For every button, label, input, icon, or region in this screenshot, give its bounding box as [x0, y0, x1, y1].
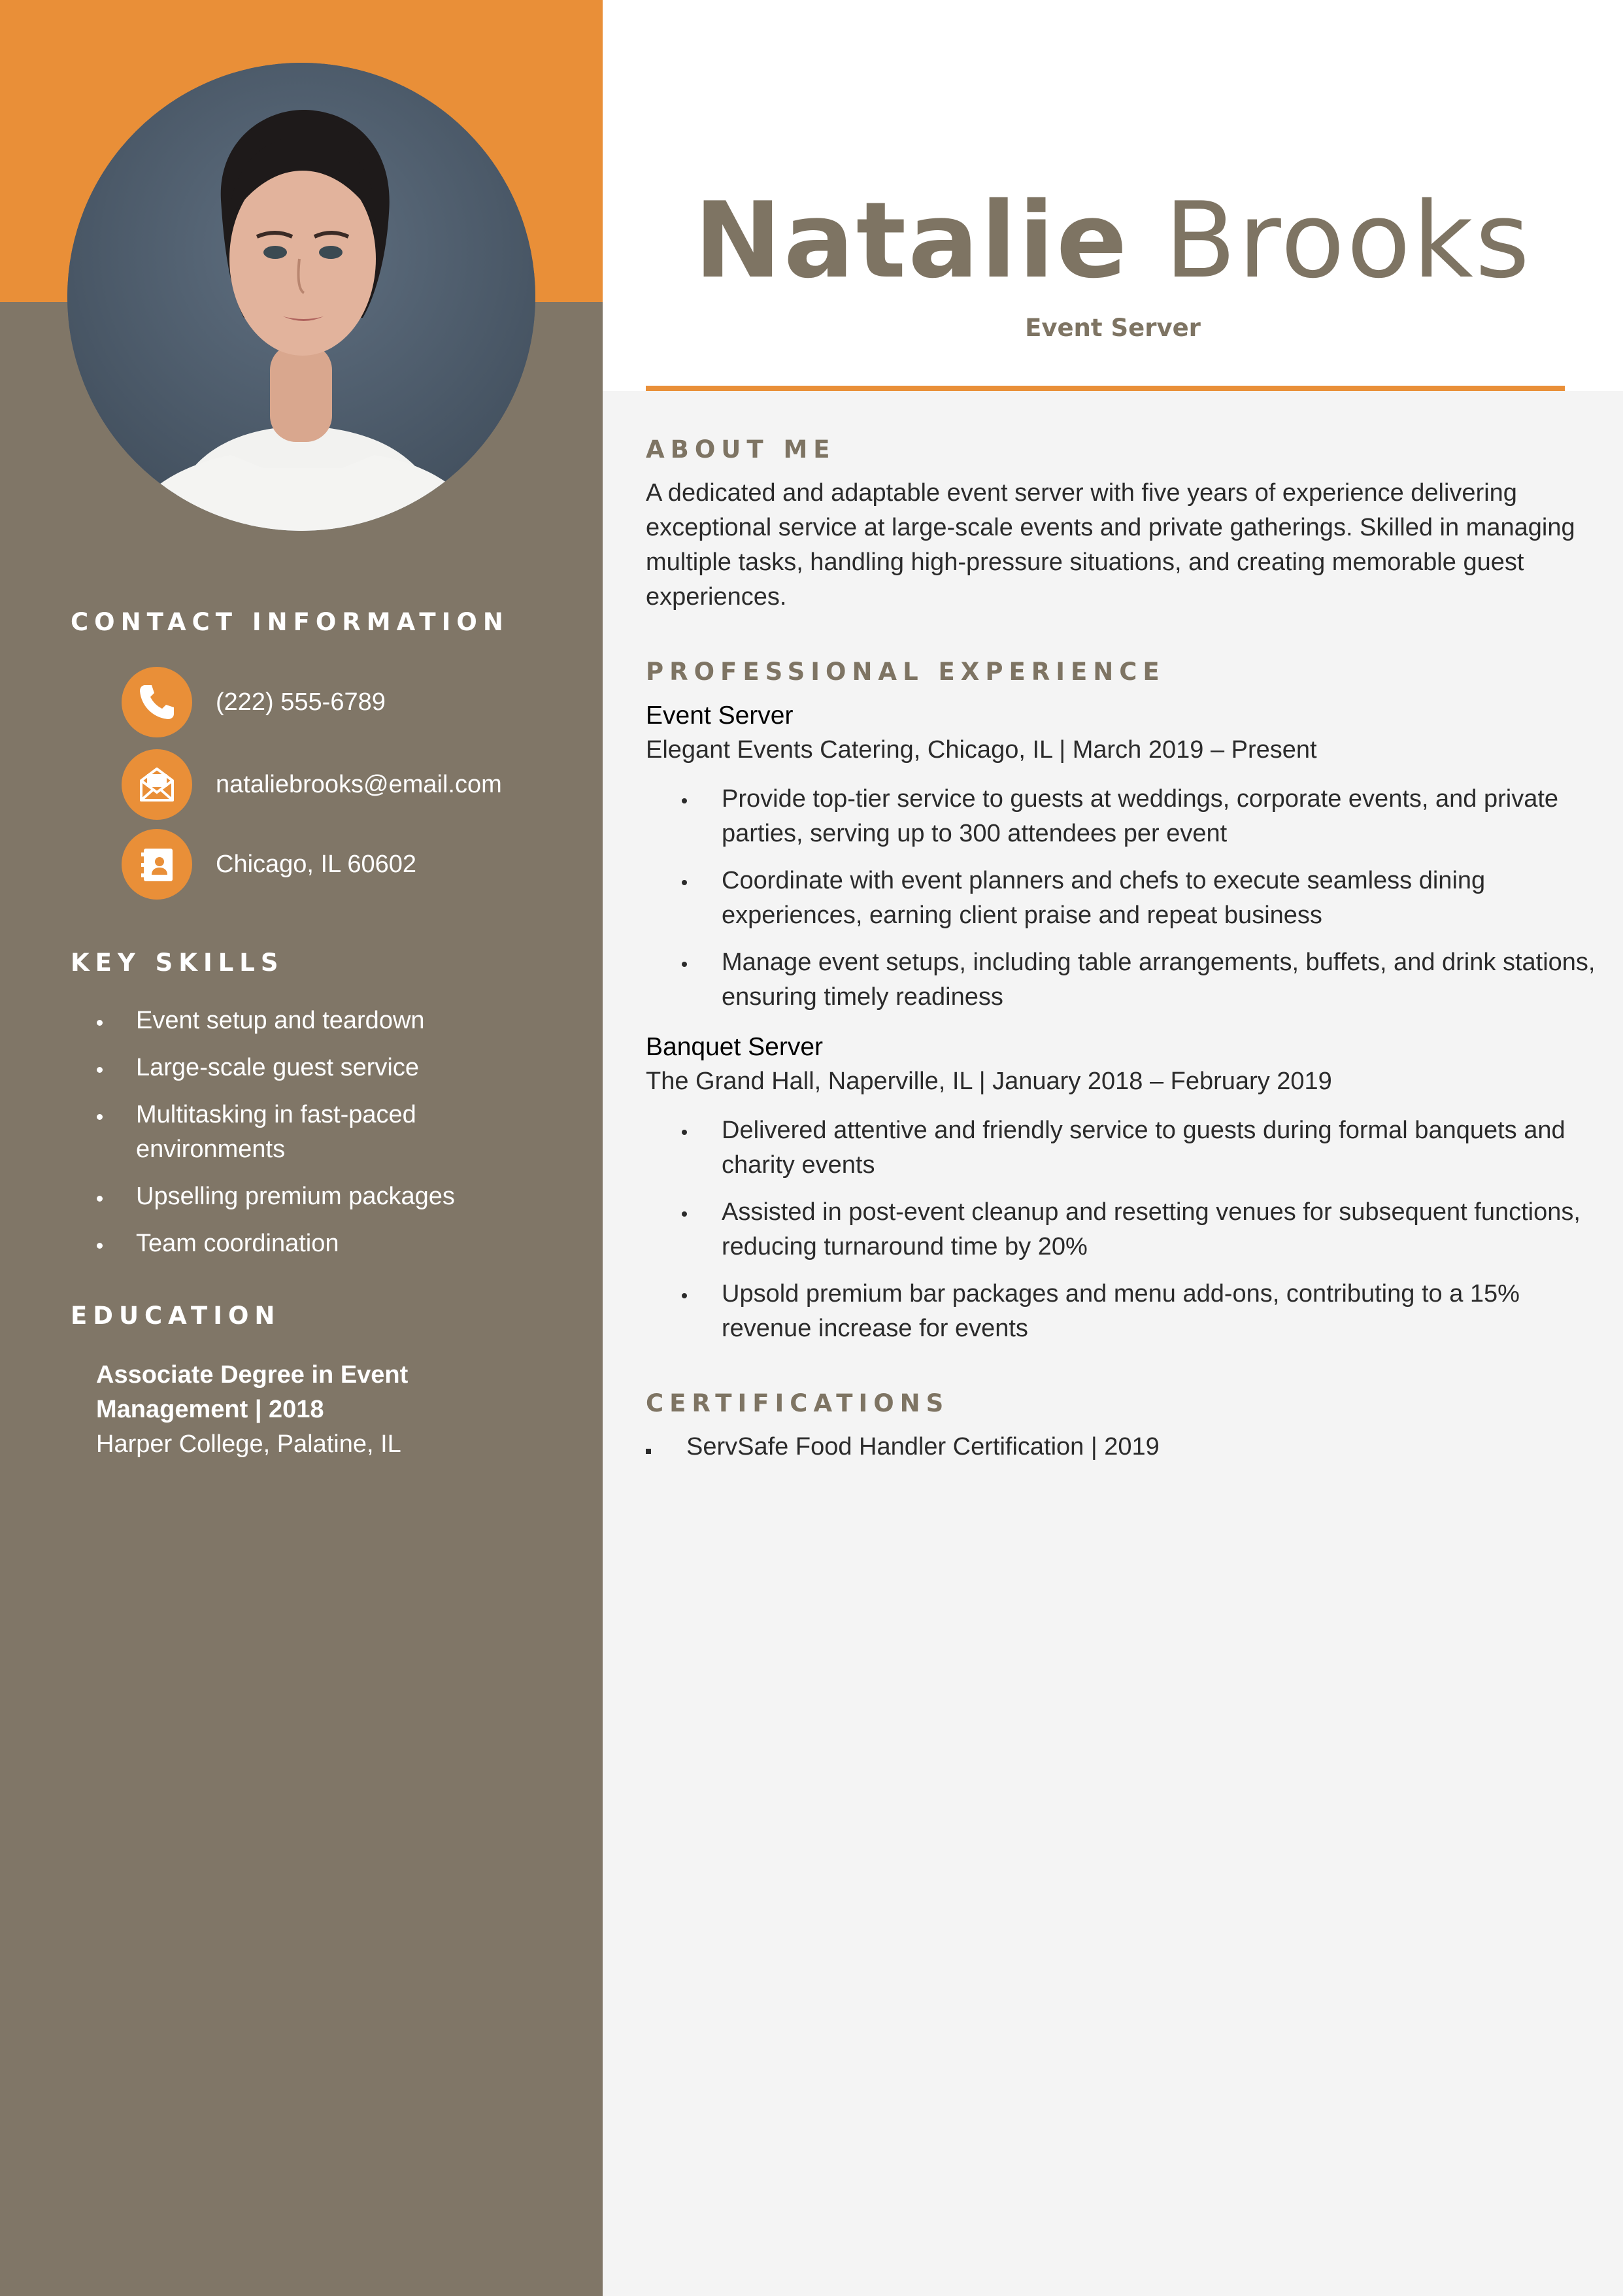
skill-item: Multitasking in fast-paced environments: [71, 1098, 554, 1167]
experience-heading: PROFESSIONAL EXPERIENCE: [646, 658, 1165, 686]
certifications-heading: CERTIFICATIONS: [646, 1389, 950, 1417]
skill-item: Team coordination: [71, 1226, 554, 1261]
job-organization: The Grand Hall, Naperville, IL | January 2018 – February 2019: [646, 1068, 1332, 1095]
job-bullet: Assisted in post-event cleanup and resetting venues for subsequent functions, reducing turnaround time by 20%: [646, 1195, 1600, 1264]
education-entry: [96, 1358, 554, 1462]
skill-item: Event setup and teardown: [71, 1004, 554, 1038]
certification-item: ServSafe Food Handler Certification | 2019: [646, 1430, 1600, 1464]
email-icon: [122, 749, 192, 820]
about-heading: ABOUT ME: [646, 435, 836, 464]
contact-email[interactable]: [122, 749, 502, 820]
last-name: Brooks: [1164, 179, 1532, 301]
skill-item: Large-scale guest service: [71, 1051, 554, 1085]
job-bullet: Delivered attentive and friendly service to guests during formal banquets and charity events: [646, 1113, 1600, 1183]
job-bullet: Coordinate with event planners and chefs to execute seamless dining experiences, earning client praise and repeat business: [646, 864, 1600, 933]
education-school: Harper College, Palatine, IL: [96, 1430, 401, 1458]
contact-heading: CONTACT INFORMATION: [71, 608, 509, 636]
header-divider: [646, 386, 1565, 391]
candidate-title: Event Server: [1025, 314, 1201, 342]
job-entry: [646, 698, 1600, 1027]
job-bullets: [646, 782, 1600, 1015]
job-entry: [646, 1030, 1600, 1359]
phone-icon: [122, 667, 192, 737]
phone-text: (222) 555-6789: [216, 688, 386, 716]
certifications-list: [646, 1430, 1600, 1464]
job-bullet: Provide top-tier service to guests at weddings, corporate events, and private parties, serving up to 300 attendees per event: [646, 782, 1600, 851]
address-icon: [122, 829, 192, 900]
job-role: Event Server: [646, 701, 794, 730]
job-role: Banquet Server: [646, 1033, 824, 1061]
education-degree: Associate Degree in Event Management | 2018: [96, 1361, 409, 1423]
job-bullet: Manage event setups, including table arrangements, buffets, and drink stations, ensuring timely readiness: [646, 945, 1600, 1015]
address-text: Chicago, IL 60602: [216, 850, 417, 878]
education-heading: EDUCATION: [71, 1302, 281, 1330]
candidate-name: [603, 175, 1623, 306]
email-text: nataliebrooks@email.com: [216, 770, 502, 798]
profile-photo: [67, 63, 535, 531]
job-organization: Elegant Events Catering, Chicago, IL | March 2019 – Present: [646, 736, 1317, 764]
about-text: A dedicated and adaptable event server with five years of experience delivering exceptional service at large-scale events and private gatherings. Skilled in managing multiple tasks, handling high-pressure situations, and creating memorable guest experiences.: [646, 479, 1575, 611]
skills-heading: KEY SKILLS: [71, 949, 284, 977]
contact-phone[interactable]: [122, 667, 386, 737]
skills-list: [71, 1004, 554, 1274]
contact-address[interactable]: [122, 829, 416, 900]
skill-item: Upselling premium packages: [71, 1179, 554, 1214]
first-name: Natalie: [694, 179, 1129, 301]
job-bullet: Upsold premium bar packages and menu add-ons, contributing to a 15% revenue increase for events: [646, 1277, 1600, 1346]
job-bullets: [646, 1113, 1600, 1346]
